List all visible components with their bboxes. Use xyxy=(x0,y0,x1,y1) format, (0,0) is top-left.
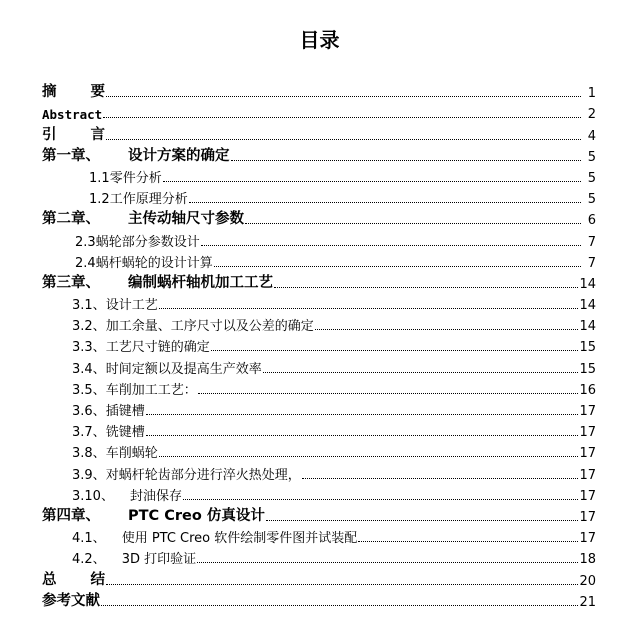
dot-leader xyxy=(183,499,578,500)
toc-entry-number: 4.1、 xyxy=(72,531,106,547)
toc-entry[interactable] xyxy=(42,334,596,355)
toc-entry-heading xyxy=(42,504,265,525)
toc-entry-heading xyxy=(42,271,273,292)
toc-entry[interactable] xyxy=(42,377,596,398)
toc-entry-number: 3.2、 xyxy=(72,319,106,335)
dot-leader xyxy=(214,266,581,267)
toc-entry[interactable] xyxy=(42,292,596,313)
dot-leader xyxy=(159,456,579,457)
dot-leader xyxy=(146,414,579,415)
toc-entry-heading xyxy=(42,123,105,144)
toc-entry-heading xyxy=(89,188,188,207)
dot-leader xyxy=(106,584,578,585)
dot-leader xyxy=(302,478,579,479)
toc-entry-heading xyxy=(72,336,210,355)
toc-page-number: 5 xyxy=(587,192,596,208)
toc-entry-title: 工作原理分析 xyxy=(109,192,188,208)
dot-leader xyxy=(106,96,581,97)
table-of-contents xyxy=(42,80,596,610)
toc-entry-number: 3.7、 xyxy=(72,425,106,441)
toc-entry[interactable] xyxy=(42,144,596,165)
toc-entry-title: 要 xyxy=(90,84,105,101)
toc-entry-title: 车削蜗轮 xyxy=(105,446,158,462)
dot-leader xyxy=(189,202,581,203)
toc-entry-heading xyxy=(72,548,196,567)
toc-entry[interactable] xyxy=(42,80,596,101)
toc-entry-heading xyxy=(72,358,262,377)
toc-entry-number: 第三章、 xyxy=(42,274,100,291)
dot-leader xyxy=(198,393,579,394)
toc-entry-title: 插键槽 xyxy=(105,404,145,419)
toc-entry[interactable] xyxy=(42,228,596,249)
toc-entry[interactable] xyxy=(42,250,596,271)
toc-entry-number: 2.4 xyxy=(75,255,96,271)
toc-entry-title: 3D 打印验证 xyxy=(121,552,197,568)
toc-page-number: 14 xyxy=(579,319,596,335)
toc-entry-title: 主传动轴尺寸参数 xyxy=(128,211,244,228)
toc-entry[interactable] xyxy=(42,461,596,482)
toc-page-number: 17 xyxy=(579,425,596,441)
toc-entry[interactable] xyxy=(42,546,596,567)
toc-entry-heading xyxy=(72,485,182,504)
dot-leader xyxy=(274,287,578,288)
toc-entry-title: Abstract xyxy=(42,107,103,123)
toc-entry-number: 3.6、 xyxy=(72,404,106,419)
toc-entry-title: 加工余量、工序尺寸以及公差的确定 xyxy=(105,319,314,335)
page-title: 目录 xyxy=(299,28,340,52)
toc-entry[interactable] xyxy=(42,207,596,228)
toc-entry-heading xyxy=(89,167,162,186)
toc-entry[interactable] xyxy=(42,567,596,588)
toc-page-number: 21 xyxy=(579,594,596,610)
toc-entry-number: 第一章、 xyxy=(42,147,100,164)
toc-entry-title: 蜗杆蜗轮的设计计算 xyxy=(95,255,213,271)
dot-leader xyxy=(201,245,581,246)
toc-entry-heading xyxy=(42,589,100,610)
toc-entry-title: 设计方案的确定 xyxy=(128,147,230,164)
toc-page-number: 17 xyxy=(579,446,596,462)
toc-entry[interactable] xyxy=(42,186,596,207)
toc-page-number: 14 xyxy=(579,298,596,314)
toc-entry-title: 零件分析 xyxy=(109,170,162,186)
toc-entry-number: 总 xyxy=(42,571,57,588)
toc-entry[interactable] xyxy=(42,355,596,376)
toc-entry-heading xyxy=(72,464,301,483)
toc-entry-number: 3.10、 xyxy=(72,488,114,504)
dot-leader xyxy=(266,520,579,521)
dot-leader xyxy=(159,308,579,309)
toc-entry-title: 对蜗杆轮齿部分进行淬火热处理， xyxy=(105,467,301,483)
dot-leader xyxy=(101,605,578,606)
toc-entry[interactable] xyxy=(42,398,596,419)
toc-entry-title: 言 xyxy=(90,126,105,143)
toc-entry-number: 3.8、 xyxy=(72,446,106,462)
toc-entry-heading xyxy=(72,527,357,546)
toc-entry[interactable] xyxy=(42,313,596,334)
toc-entry-heading xyxy=(42,568,105,589)
toc-page-number: 14 xyxy=(579,276,596,292)
dot-leader xyxy=(106,139,581,140)
toc-entry-title: PTC Creo 仿真设计 xyxy=(128,507,265,524)
dot-leader xyxy=(315,329,579,330)
toc-entry-title: 设计工艺 xyxy=(105,298,158,314)
toc-entry-number: 1.2 xyxy=(89,192,110,208)
toc-entry-heading xyxy=(42,207,244,228)
toc-entry[interactable] xyxy=(42,101,596,122)
toc-entry-title: 车削加工工艺： xyxy=(105,382,197,398)
toc-page-number: 4 xyxy=(587,128,596,144)
toc-page-number: 17 xyxy=(579,509,596,525)
dot-leader xyxy=(263,372,579,373)
toc-page-number: 7 xyxy=(587,255,596,271)
toc-entry-number: 1.1 xyxy=(89,170,110,186)
toc-entry-number: 4.2、 xyxy=(72,552,106,568)
toc-entry[interactable] xyxy=(42,122,596,143)
toc-page-number: 15 xyxy=(579,340,596,356)
toc-entry-number: 3.9、 xyxy=(72,467,106,483)
toc-entry-heading xyxy=(42,144,230,165)
toc-page-number: 18 xyxy=(579,552,596,568)
toc-page-number: 16 xyxy=(579,382,596,398)
toc-page-number: 5 xyxy=(587,149,596,165)
toc-page-number: 6 xyxy=(587,213,596,229)
toc-entry-number: 第二章、 xyxy=(42,211,100,228)
toc-entry-heading xyxy=(72,421,145,440)
dot-leader xyxy=(231,160,582,161)
toc-entry-title: 铣键槽 xyxy=(105,425,145,441)
toc-entry-title: 蜗轮部分参数设计 xyxy=(95,234,200,250)
dot-leader xyxy=(358,541,578,542)
toc-entry-heading xyxy=(75,231,200,250)
toc-entry-title: 参考文献 xyxy=(42,592,100,609)
toc-entry-title: 使用 PTC Creo 软件绘制零件图并试装配 xyxy=(121,531,358,547)
toc-page-number: 17 xyxy=(579,404,596,419)
dot-leader xyxy=(211,350,579,351)
dot-leader xyxy=(245,223,581,224)
toc-entry-heading xyxy=(72,400,145,419)
toc-entry-title: 工艺尺寸链的确定 xyxy=(105,340,210,356)
toc-page-number: 2 xyxy=(587,107,596,123)
toc-entry-number: 3.3、 xyxy=(72,340,106,356)
toc-entry-number: 摘 xyxy=(42,84,57,101)
toc-entry-title: 封油保存 xyxy=(129,488,182,504)
dot-leader xyxy=(103,117,581,118)
toc-entry-heading xyxy=(72,294,158,313)
toc-page-number: 17 xyxy=(579,488,596,504)
toc-entry[interactable] xyxy=(42,504,596,525)
toc-entry-heading xyxy=(42,80,105,101)
toc-page-number: 20 xyxy=(579,573,596,589)
toc-entry[interactable] xyxy=(42,483,596,504)
toc-entry-title: 结 xyxy=(90,571,105,588)
toc-entry[interactable] xyxy=(42,271,596,292)
toc-entry[interactable] xyxy=(42,440,596,461)
dot-leader xyxy=(197,562,578,563)
toc-entry[interactable] xyxy=(42,589,596,610)
toc-page-number: 1 xyxy=(587,86,596,102)
toc-page-number: 17 xyxy=(579,467,596,483)
toc-entry-heading xyxy=(72,379,197,398)
toc-entry-heading xyxy=(75,252,213,271)
toc-page-number: 17 xyxy=(579,531,596,547)
toc-entry[interactable] xyxy=(42,525,596,546)
dot-leader xyxy=(163,181,581,182)
toc-entry-title: 编制蜗杆轴机加工工艺 xyxy=(128,274,273,291)
toc-entry[interactable] xyxy=(42,165,596,186)
toc-entry-heading xyxy=(72,442,158,461)
toc-entry-number: 3.5、 xyxy=(72,382,106,398)
toc-entry-number: 第四章、 xyxy=(42,507,100,524)
toc-entry-number: 2.3 xyxy=(75,234,96,250)
toc-entry-title: 时间定额以及提高生产效率 xyxy=(105,361,262,377)
toc-page-number: 7 xyxy=(587,234,596,250)
toc-entry-number: 3.1、 xyxy=(72,298,106,314)
toc-page-number: 5 xyxy=(587,170,596,186)
toc-entry-heading xyxy=(42,107,102,122)
toc-entry-number: 引 xyxy=(42,126,57,143)
toc-entry-heading xyxy=(72,315,314,334)
dot-leader xyxy=(146,435,579,436)
toc-entry-number: 3.4、 xyxy=(72,361,106,377)
toc-entry[interactable] xyxy=(42,419,596,440)
toc-page-number: 15 xyxy=(579,361,596,377)
